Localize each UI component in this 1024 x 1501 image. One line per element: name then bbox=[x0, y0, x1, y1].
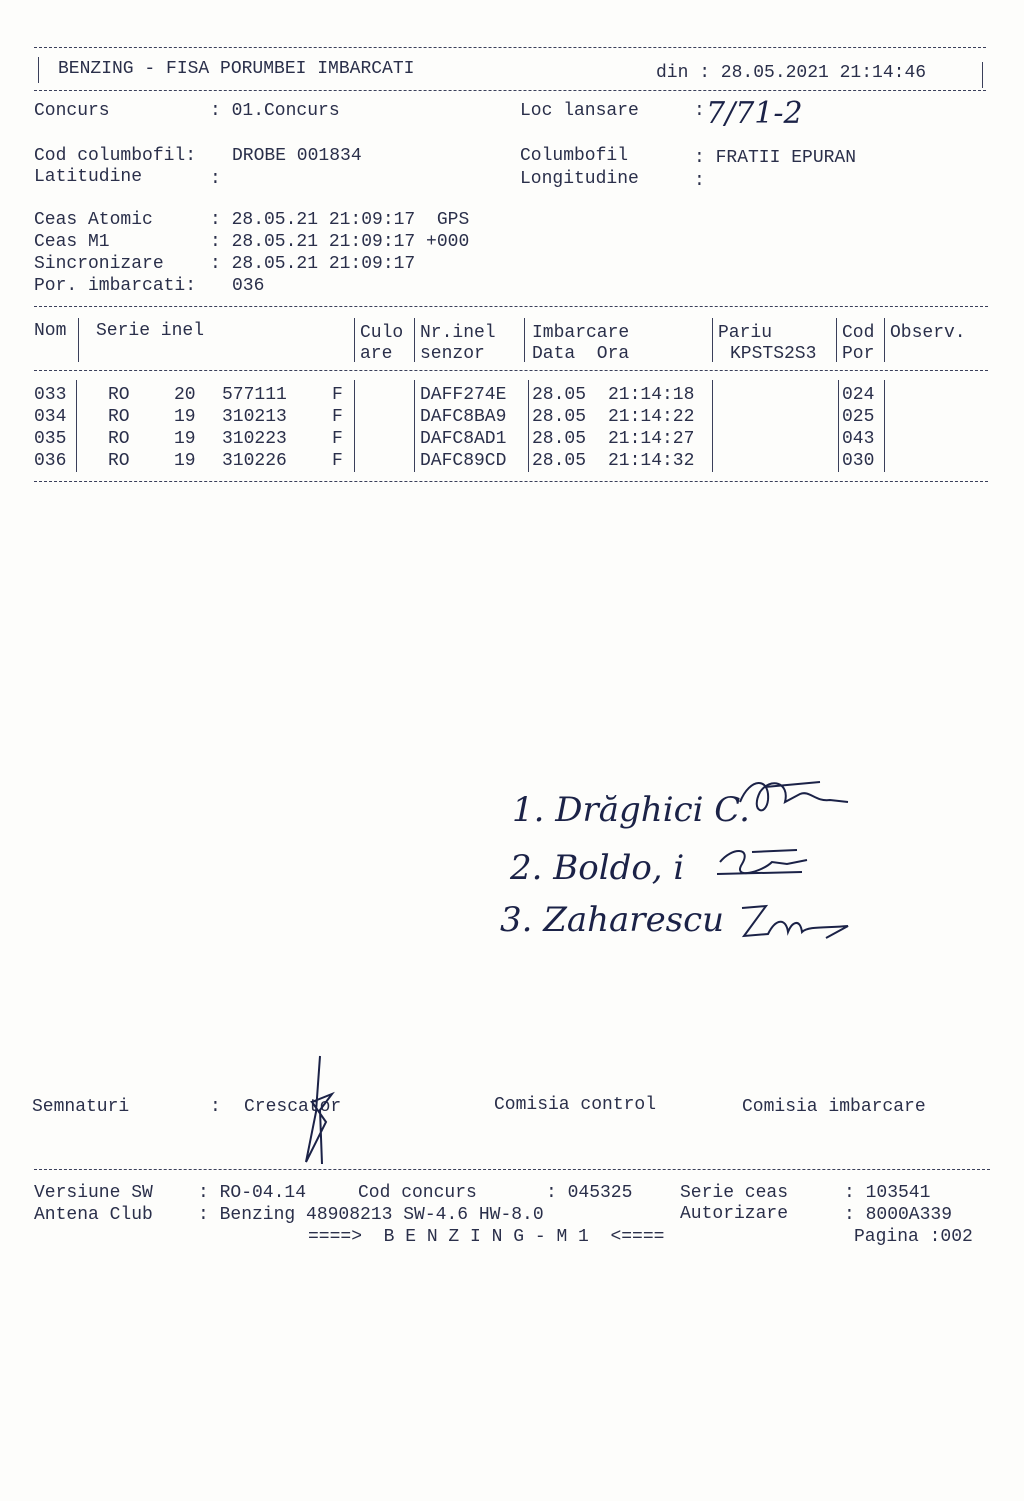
cod-columbofil-label: Cod columbofil: bbox=[34, 146, 197, 166]
row-senzor: DAFC8AD1 bbox=[420, 429, 507, 449]
serie-ceas-value: : 103541 bbox=[844, 1183, 931, 1203]
sincronizare-value: : 28.05.21 21:09:17 bbox=[210, 254, 416, 274]
row-an: 20 bbox=[174, 385, 196, 405]
autorizare-value: : 8000A339 bbox=[844, 1205, 953, 1225]
row-ora: 21:14:32 bbox=[608, 451, 695, 471]
row-nr-inel: 310213 bbox=[222, 407, 287, 427]
versiune-sw-value: : RO-04.14 bbox=[198, 1183, 307, 1203]
row-sex: F bbox=[332, 451, 343, 471]
row-cod-por: 043 bbox=[842, 429, 875, 449]
por-imbarcati-value: 036 bbox=[232, 276, 265, 296]
row-data: 28.05 bbox=[532, 429, 587, 449]
row-senzor: DAFC8BA9 bbox=[420, 407, 507, 427]
row-tara: RO bbox=[108, 385, 130, 405]
loc-lansare-label: Loc lansare bbox=[520, 101, 639, 121]
col-sep bbox=[524, 318, 525, 362]
row-nom: 034 bbox=[34, 407, 67, 427]
row-senzor: DAFF274E bbox=[420, 385, 507, 405]
columbofil-label: Columbofil bbox=[520, 146, 629, 166]
col-sep bbox=[414, 318, 415, 362]
ceas-atomic-label: Ceas Atomic bbox=[34, 210, 153, 230]
latitudine-label: Latitudine bbox=[34, 167, 143, 187]
page-number: Pagina :002 bbox=[854, 1227, 973, 1247]
row-data: 28.05 bbox=[532, 407, 587, 427]
row-an: 19 bbox=[174, 451, 196, 471]
row-senzor: DAFC89CD bbox=[420, 451, 507, 471]
row-nom: 035 bbox=[34, 429, 67, 449]
row-an: 19 bbox=[174, 429, 196, 449]
crescator-label: Crescator bbox=[244, 1097, 342, 1117]
header-left-bar bbox=[38, 57, 39, 83]
loc-lansare-handwritten: 7/71-2 bbox=[706, 96, 803, 131]
col-sep bbox=[78, 318, 79, 362]
ceas-m1-label: Ceas M1 bbox=[34, 232, 110, 252]
header-imbarcare-2: Data Ora bbox=[532, 344, 630, 364]
semnaturi-colon: : bbox=[210, 1097, 221, 1117]
concurs-label: Concurs bbox=[34, 101, 110, 121]
table-top-rule bbox=[34, 306, 988, 307]
row-cod-por: 024 bbox=[842, 385, 875, 405]
header-cod-por-2: Por bbox=[842, 344, 875, 364]
col-sep bbox=[836, 318, 837, 362]
row-tara: RO bbox=[108, 429, 130, 449]
row-ora: 21:14:22 bbox=[608, 407, 695, 427]
col-sep bbox=[884, 380, 885, 472]
row-ora: 21:14:18 bbox=[608, 385, 695, 405]
sincronizare-label: Sincronizare bbox=[34, 254, 164, 274]
col-sep bbox=[354, 318, 355, 362]
antena-club-label: Antena Club bbox=[34, 1205, 153, 1225]
serie-ceas-label: Serie ceas bbox=[680, 1183, 789, 1203]
row-sex: F bbox=[332, 385, 343, 405]
header-observatii: Observ. bbox=[890, 323, 966, 343]
col-sep bbox=[884, 318, 885, 362]
header-culoare-2: are bbox=[360, 344, 393, 364]
header-nr-inel-2: senzor bbox=[420, 344, 485, 364]
row-nr-inel: 310226 bbox=[222, 451, 287, 471]
columbofil-value: : FRATII EPURAN bbox=[694, 148, 857, 168]
concurs-value: : 01.Concurs bbox=[210, 101, 340, 121]
cod-concurs-value: : 045325 bbox=[546, 1183, 633, 1203]
row-nr-inel: 310223 bbox=[222, 429, 287, 449]
col-sep bbox=[712, 380, 713, 472]
col-sep bbox=[354, 380, 355, 472]
header-pariu-1: Pariu bbox=[718, 323, 773, 343]
longitudine-value: : bbox=[694, 171, 705, 191]
header-nr-inel-1: Nr.inel bbox=[420, 323, 496, 343]
row-sex: F bbox=[332, 407, 343, 427]
longitudine-label: Longitudine bbox=[520, 169, 639, 189]
col-sep bbox=[528, 380, 529, 472]
row-tara: RO bbox=[108, 407, 130, 427]
col-sep bbox=[712, 318, 713, 362]
cod-concurs-label: Cod concurs bbox=[358, 1183, 477, 1203]
row-ora: 21:14:27 bbox=[608, 429, 695, 449]
footer-rule bbox=[34, 1169, 990, 1170]
header-serie-inel: Serie inel bbox=[96, 321, 205, 341]
ceas-m1-value: : 28.05.21 21:09:17 +000 bbox=[210, 232, 470, 252]
crescator-signature bbox=[292, 1052, 352, 1167]
col-sep bbox=[838, 380, 839, 472]
loc-lansare-colon: : bbox=[694, 101, 705, 121]
table-header-rule bbox=[34, 370, 988, 371]
col-sep bbox=[76, 380, 77, 472]
autorizare-label: Autorizare bbox=[680, 1204, 789, 1224]
header-right-bar bbox=[982, 62, 983, 88]
row-tara: RO bbox=[108, 451, 130, 471]
header-cod-por-1: Cod bbox=[842, 323, 875, 343]
header-culoare-1: Culo bbox=[360, 323, 404, 343]
document-title: BENZING - FISA PORUMBEI IMBARCATI bbox=[58, 59, 415, 79]
row-nom: 033 bbox=[34, 385, 67, 405]
row-cod-por: 030 bbox=[842, 451, 875, 471]
signature-1 bbox=[730, 772, 850, 822]
comisia-control-label: Comisia control bbox=[494, 1095, 657, 1115]
header-pariu-2: KPSTS2S3 bbox=[730, 344, 817, 364]
signature-2 bbox=[712, 842, 812, 890]
row-sex: F bbox=[332, 429, 343, 449]
ceas-atomic-value: : 28.05.21 21:09:17 GPS bbox=[210, 210, 470, 230]
row-nom: 036 bbox=[34, 451, 67, 471]
header-imbarcare-1: Imbarcare bbox=[532, 323, 630, 343]
signature-3 bbox=[736, 898, 852, 948]
table-bottom-rule bbox=[34, 481, 988, 482]
col-sep bbox=[414, 380, 415, 472]
row-data: 28.05 bbox=[532, 385, 587, 405]
latitudine-value: : bbox=[210, 169, 221, 189]
handwritten-name-1: 1. Drăghici C. bbox=[512, 790, 750, 830]
semnaturi-label: Semnaturi bbox=[32, 1097, 130, 1117]
print-date: din : 28.05.2021 21:14:46 bbox=[656, 63, 927, 83]
comisia-imbarcare-label: Comisia imbarcare bbox=[742, 1097, 926, 1117]
row-nr-inel: 577111 bbox=[222, 385, 287, 405]
header-top-rule bbox=[34, 47, 986, 48]
benzing-banner: ====> B E N Z I N G - M 1 <==== bbox=[308, 1227, 665, 1247]
versiune-sw-label: Versiune SW bbox=[34, 1183, 153, 1203]
row-an: 19 bbox=[174, 407, 196, 427]
handwritten-name-2: 2. Boldo, i bbox=[510, 848, 685, 888]
cod-columbofil-value: DROBE 001834 bbox=[232, 146, 362, 166]
antena-club-value: : Benzing 48908213 SW-4.6 HW-8.0 bbox=[198, 1205, 544, 1225]
header-bottom-rule bbox=[34, 90, 986, 91]
por-imbarcati-label: Por. imbarcati: bbox=[34, 276, 197, 296]
handwritten-name-3: 3. Zaharescu bbox=[500, 900, 725, 940]
row-data: 28.05 bbox=[532, 451, 587, 471]
row-cod-por: 025 bbox=[842, 407, 875, 427]
header-nom: Nom bbox=[34, 321, 67, 341]
